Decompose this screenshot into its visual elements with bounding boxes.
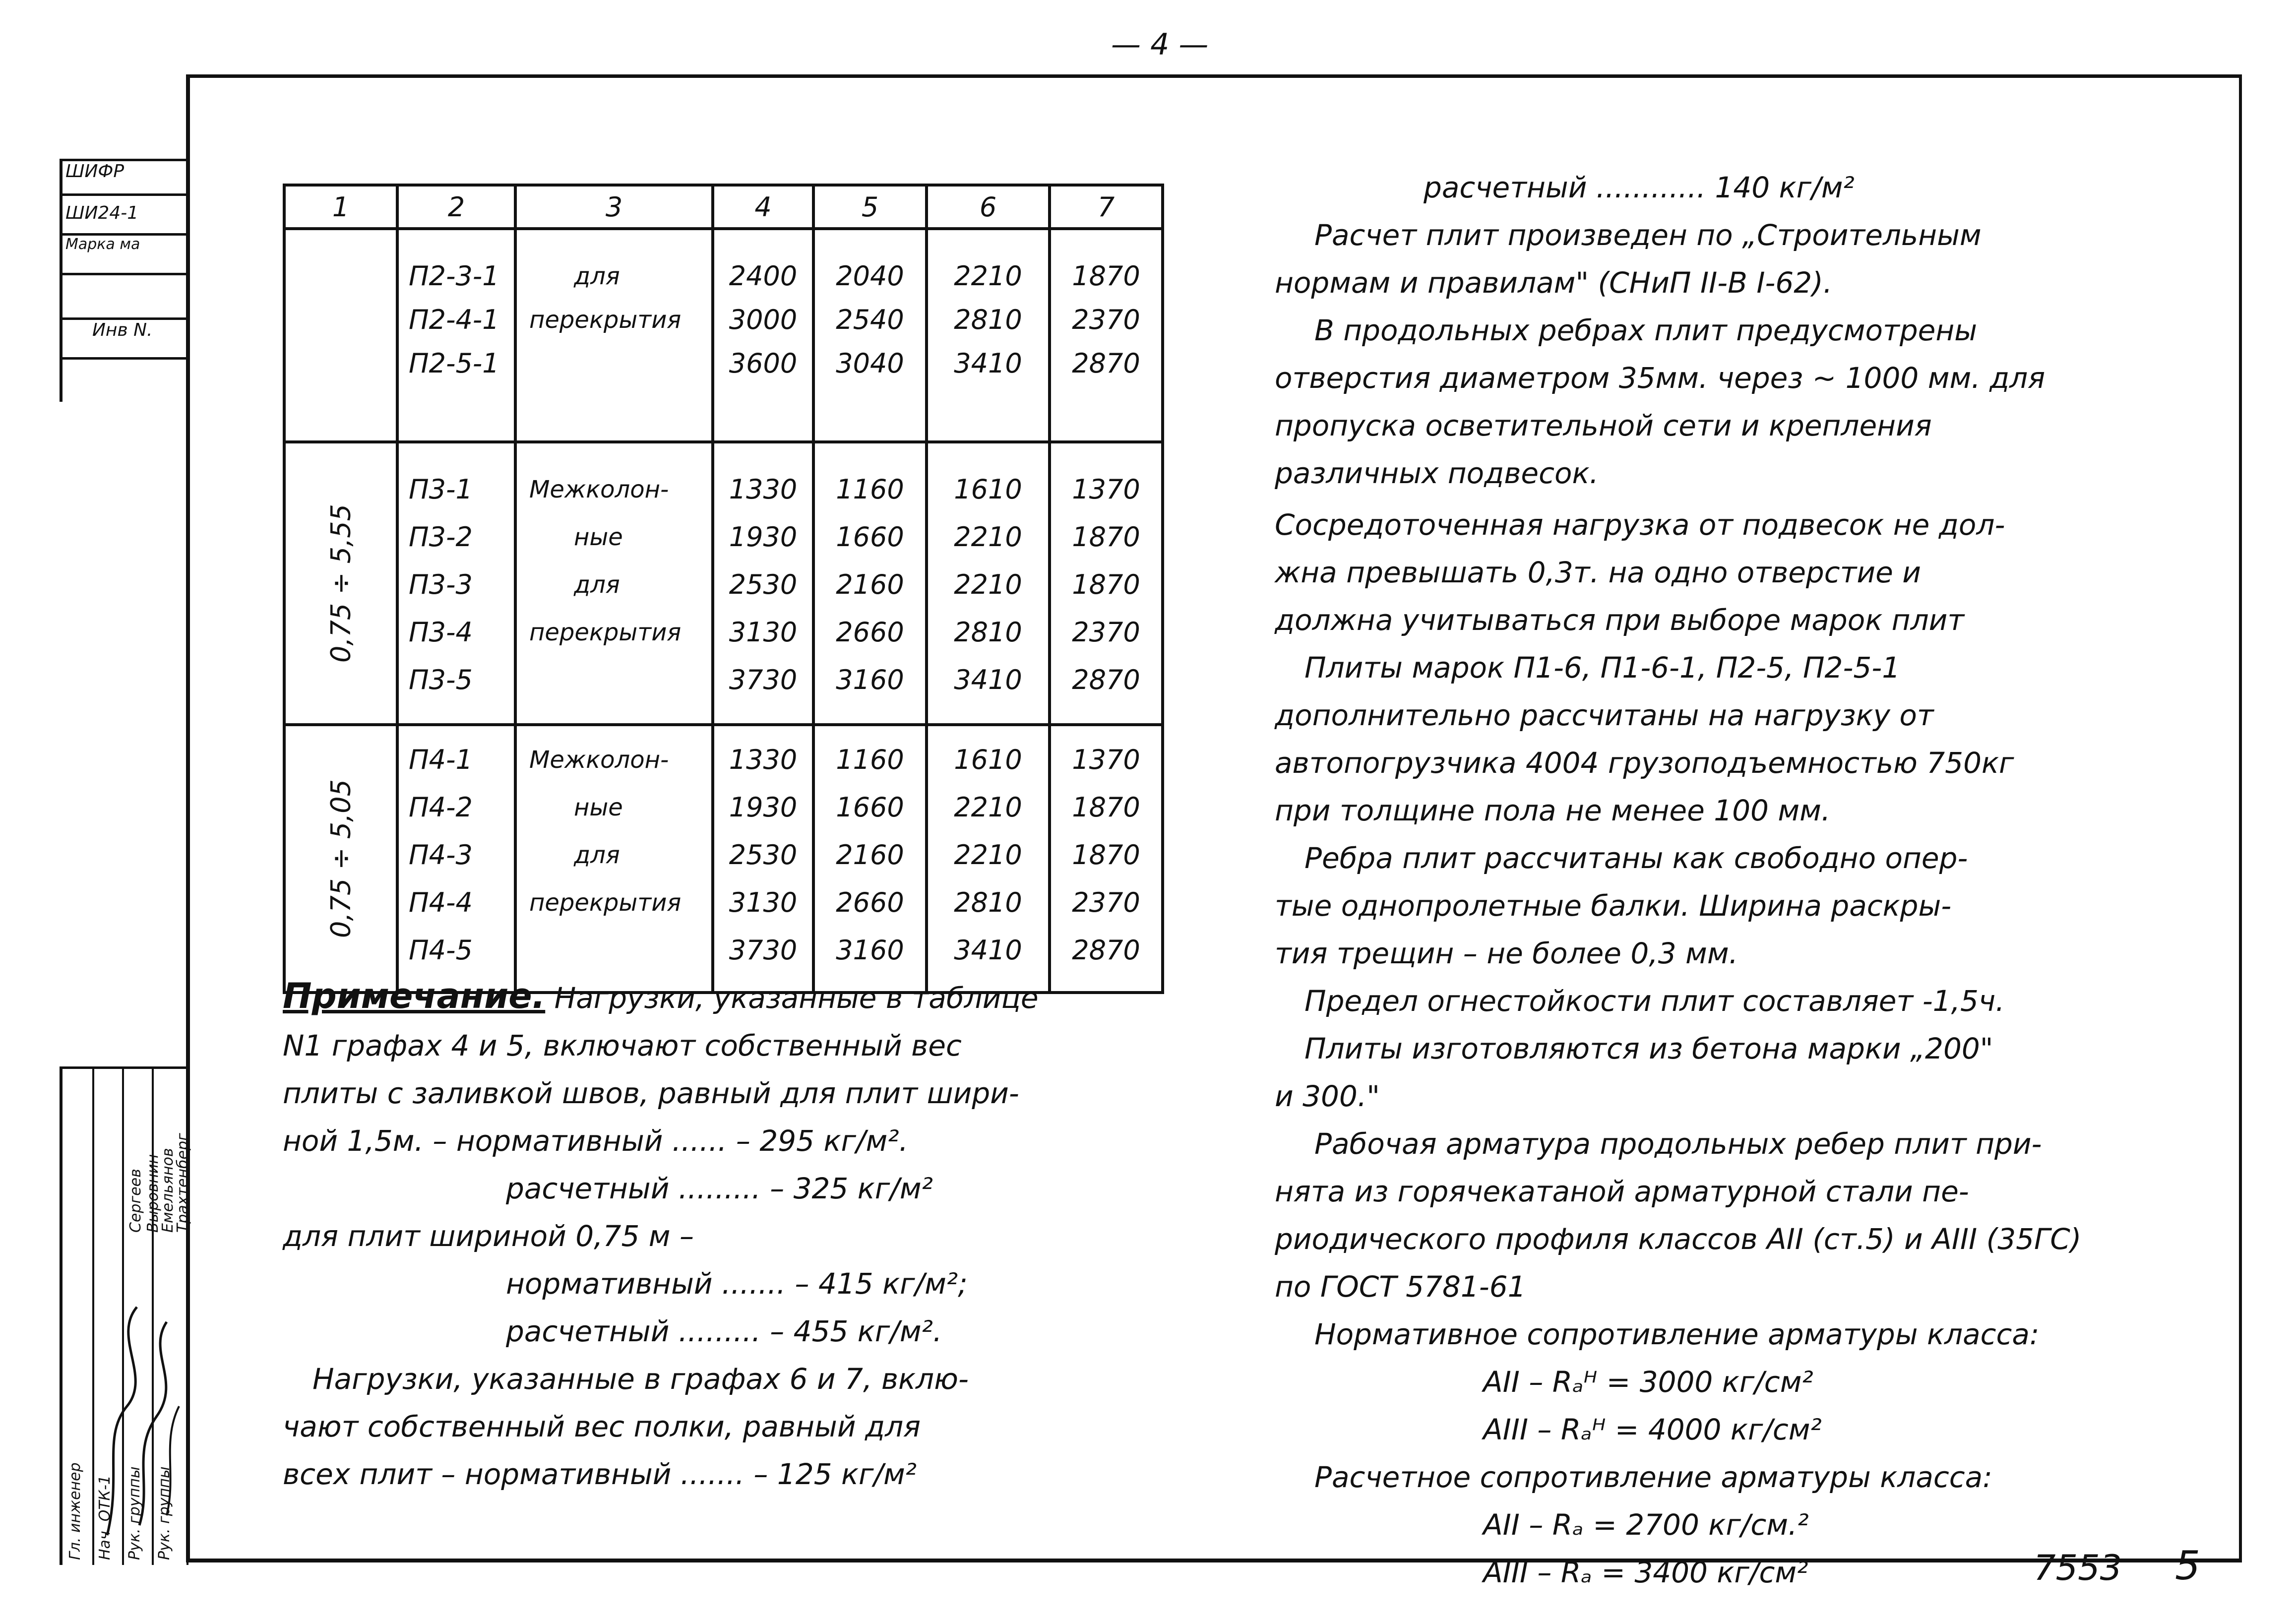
note-line: чают собственный вес полки, равный для <box>283 1410 921 1443</box>
note-line: всех плит – нормативный ....... – 125 кг/м² <box>283 1457 917 1491</box>
stamp-top <box>60 159 191 402</box>
col6-cell: 2210 2810 3410 <box>927 229 1050 442</box>
stamp-name: Выровнин <box>144 1154 162 1233</box>
text-line: по ГОСТ 5781-61 <box>1275 1270 1526 1304</box>
mark-cell: П4-1 П4-2 П4-3 П4-4 П4-5 <box>397 725 515 993</box>
stamp-empty <box>62 357 189 402</box>
document-code: 7553 <box>2034 1548 2122 1588</box>
mark-cell: П3-1 П3-2 П3-3 П3-4 П3-5 <box>397 442 515 725</box>
col6-cell: 1610 2210 2210 2810 3410 <box>927 725 1050 993</box>
col-header: 1 <box>284 185 397 229</box>
col4-cell: 2400 3000 3600 <box>713 229 813 442</box>
col4-cell: 1330 1930 2530 3130 3730 <box>713 725 813 993</box>
stamp-name: Сергеев <box>127 1169 144 1233</box>
table-row <box>284 442 1163 725</box>
stamp-cipher: ШИФР <box>62 159 189 184</box>
table-row <box>284 229 1163 442</box>
text-line: Ребра плит рассчитаны как свободно опер- <box>1304 841 1968 875</box>
text-line: различных подвесок. <box>1275 456 1599 490</box>
span-cell <box>284 229 397 442</box>
stamp-blank <box>62 273 189 312</box>
stamp-mark: Марка ма <box>62 233 189 273</box>
text-line: и 300." <box>1275 1079 1380 1113</box>
text-line: Плиты изготовляются из бетона марки „200" <box>1304 1032 1993 1065</box>
note-text: Нагрузки, указанные в таблице <box>554 981 1039 1015</box>
stamp-role: Нач. ОТК-1 <box>96 1475 114 1560</box>
text-line: отверстия диаметром 35мм. через ~ 1000 мм. для <box>1275 361 2046 395</box>
note-block <box>283 972 1176 1498</box>
text-line: пропуска осветительной сети и крепления <box>1275 409 1932 442</box>
purpose-cell: Межколон- ные для перекрытия <box>515 442 713 725</box>
stamp-col <box>62 1069 94 1565</box>
span-cell: 0,75 ÷ 5,55 <box>284 442 397 725</box>
text-line: АIII – Rₐ = 3400 кг/см² <box>1483 1556 1808 1589</box>
note-line: расчетный ......... – 325 кг/м² <box>506 1172 933 1205</box>
note-line: нормативный ....... – 415 кг/м²; <box>506 1267 968 1301</box>
text-line: должна учитываться при выборе марок плит <box>1275 603 1965 637</box>
col7-cell: 1370 1870 1870 2370 2870 <box>1050 725 1163 993</box>
text-line: АII – Rₐ = 2700 кг/см.² <box>1483 1508 1809 1542</box>
page-number: — 4 — <box>1111 27 1209 62</box>
stamp-code: ШИ24-1 <box>62 193 189 233</box>
table-row <box>284 725 1163 993</box>
mark-cell: П2-3-1 П2-4-1 П2-5-1 <box>397 229 515 442</box>
text-line: тия трещин – не более 0,3 мм. <box>1275 936 1738 970</box>
stamp-bottom <box>60 1066 189 1565</box>
stamp-inventory: Инв N. <box>62 317 189 357</box>
text-line: АII – Rₐᴴ = 3000 кг/см² <box>1483 1365 1813 1399</box>
text-line: Предел огнестойкости плит составляет -1,5ч. <box>1304 984 2005 1018</box>
stamp-role: Рук. группы <box>126 1466 143 1560</box>
col5-cell: 1160 1660 2160 2660 3160 <box>813 442 927 725</box>
span-cell: 0,75 ÷ 5,05 <box>284 725 397 993</box>
col7-cell: 1870 2370 2870 <box>1050 229 1163 442</box>
text-line: риодического профиля классов АII (ст.5) и АIII (35ГС) <box>1275 1222 2082 1256</box>
note-line: ной 1,5м. – нормативный ...... – 295 кг/м². <box>283 1124 908 1158</box>
col-header: 6 <box>927 185 1050 229</box>
text-line: Нормативное сопротивление арматуры класса: <box>1314 1317 2040 1351</box>
col-header: 7 <box>1050 185 1163 229</box>
stamp-name: Трахтенберг <box>174 1133 191 1233</box>
note-title: Примечание. <box>283 976 546 1016</box>
text-line: Расчетное сопротивление арматуры класса: <box>1314 1460 1992 1494</box>
text-line: дополнительно рассчитаны на нагрузку от <box>1275 698 1934 732</box>
text-line: автопогрузчика 4004 грузоподъемностью 750кг <box>1275 746 2014 780</box>
col6-cell: 1610 2210 2210 2810 3410 <box>927 442 1050 725</box>
text-line: жна превышать 0,3т. на одно отверстие и <box>1275 556 1921 589</box>
text-line: АIII – Rₐᴴ = 4000 кг/см² <box>1483 1413 1822 1446</box>
text-line: Сосредоточенная нагрузка от подвесок не дол- <box>1275 508 2005 542</box>
loads-table <box>283 184 1164 994</box>
text-line: Рабочая арматура продольных ребер плит при- <box>1314 1127 2042 1161</box>
col4-cell: 1330 1930 2530 3130 3730 <box>713 442 813 725</box>
note-line: Нагрузки, указанные в графах 6 и 7, вклю- <box>312 1362 969 1396</box>
note-line: N1 графах 4 и 5, включают собственный вес <box>283 1029 962 1062</box>
signature-icon <box>92 1277 186 1550</box>
purpose-cell: Межколон- ные для перекрытия <box>515 725 713 993</box>
text-line: В продольных ребрах плит предусмотрены <box>1314 313 1978 347</box>
col7-cell: 1370 1870 1870 2370 2870 <box>1050 442 1163 725</box>
col-header: 3 <box>515 185 713 229</box>
note-line <box>283 972 1176 1022</box>
text-line: нята из горячекатаной арматурной стали пе- <box>1275 1175 1969 1208</box>
purpose-cell: для перекрытия <box>515 229 713 442</box>
stamp-role: Рук. группы <box>156 1466 173 1560</box>
note-line: расчетный ......... – 455 кг/м². <box>506 1314 942 1348</box>
text-line: тые однопролетные балки. Ширина раскры- <box>1275 889 1952 923</box>
col-header: 5 <box>813 185 927 229</box>
col-header: 4 <box>713 185 813 229</box>
col-header: 2 <box>397 185 515 229</box>
text-line: при толщине пола не менее 100 мм. <box>1275 794 1831 827</box>
stamp-name: Емельянов <box>159 1148 177 1233</box>
note-line: плиты с заливкой швов, равный для плит шири- <box>283 1076 1019 1110</box>
right-text-block <box>1275 164 2227 1596</box>
text-line: нормам и правилам" (СНиП II-В I-62). <box>1275 266 1833 300</box>
note-line: для плит шириной 0,75 м – <box>283 1219 694 1253</box>
table-header-row <box>284 185 1163 229</box>
text-line: расчетный ............ 140 кг/м² <box>1424 171 1855 204</box>
text-line: Расчет плит произведен по „Строительным <box>1314 218 1982 252</box>
text-line: Плиты марок П1-6, П1-6-1, П2-5, П2-5-1 <box>1304 651 1901 685</box>
col5-cell: 1160 1660 2160 2660 3160 <box>813 725 927 993</box>
sheet-number: 5 <box>2175 1543 2200 1589</box>
col5-cell: 2040 2540 3040 <box>813 229 927 442</box>
stamp-role: Гл. инженер <box>66 1462 84 1560</box>
